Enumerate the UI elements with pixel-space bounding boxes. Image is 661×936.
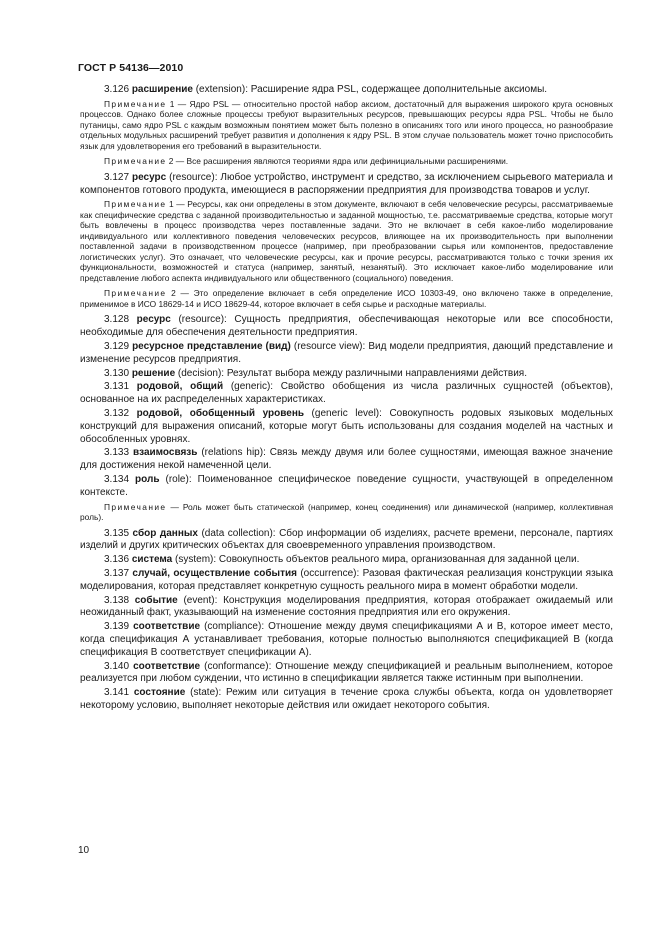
- note: [80, 199, 613, 283]
- note-label: Примечание: [104, 98, 167, 109]
- term-entry: [80, 447, 613, 473]
- term-entry: [80, 528, 613, 554]
- note-label: Примечание: [104, 199, 167, 210]
- entry-number: 3.132: [104, 407, 130, 419]
- entry-definition: (extension): Расширение ядра PSL, содержащее дополнительные аксиомы.: [192, 84, 548, 95]
- term-entry: [80, 408, 613, 446]
- entry-number: 3.140: [104, 660, 130, 672]
- page-number: 10: [78, 845, 90, 856]
- document-body: [80, 84, 613, 714]
- entry-definition: (event): Конструкция моделирования предприятия, которая отображает ожидаемый или неожиданный факт, указывающий на изменение состояния предприятия или его окружения.: [80, 594, 613, 619]
- entry-term: родовой, обобщенный уровень: [136, 407, 305, 419]
- entry-definition: (conformance): Отношение между спецификацией и реальным выполнением, которое реализуется при любом суждении, что истинно в спецификации является также истинным при выполнении.: [80, 660, 613, 685]
- entry-number: 3.128: [104, 314, 130, 326]
- note: [80, 288, 613, 309]
- entry-definition: (system): Совокупность объектов реального мира, организованная для заданной цели.: [172, 554, 580, 566]
- entry-number: 3.139: [104, 621, 130, 633]
- entry-term: ресурсное представление (вид): [132, 340, 291, 352]
- entry-number: 3.134: [104, 473, 130, 485]
- entry-term: ресурс: [136, 314, 171, 326]
- entry-number: 3.141: [104, 687, 130, 699]
- entry-definition: (resource): Сущность предприятия, обеспечивающая некоторые или все способности, необходимые для обеспечения деятельности предприятия.: [80, 314, 613, 339]
- entry-term: ресурс: [131, 171, 167, 183]
- entry-term: взаимосвязь: [132, 447, 198, 459]
- entry-term: родовой, общий: [136, 381, 224, 393]
- entry-term: роль: [135, 473, 160, 485]
- entry-number: 3.126: [104, 84, 130, 95]
- term-entry: [80, 84, 613, 97]
- term-entry: [80, 341, 613, 367]
- note-label: Примечание: [104, 288, 167, 299]
- note-text: — Роль может быть статической (например, конец соединения) или динамической (например, коллективная роль).: [80, 501, 613, 523]
- entry-definition: (occurrence): Разовая фактическая реализация конструкции языка моделирования, которая представляет конкретную сущность реального мира в момент обработки модели.: [80, 567, 614, 592]
- entry-term: событие: [134, 594, 178, 606]
- entry-number: 3.135: [104, 527, 130, 539]
- note: [80, 99, 613, 152]
- entry-term: соответствие: [133, 621, 201, 633]
- entry-definition: (decision): Результат выбора между различными направлениями действия.: [175, 367, 527, 379]
- entry-term: расширение: [131, 84, 193, 95]
- entry-number: 3.131: [104, 381, 130, 393]
- standard-header: ГОСТ Р 54136—2010: [78, 62, 184, 74]
- term-entry: [80, 314, 613, 340]
- entry-term: состояние: [133, 687, 186, 699]
- entry-number: 3.129: [104, 340, 130, 352]
- entry-number: 3.137: [104, 567, 130, 579]
- note: [80, 156, 613, 167]
- entry-term: соответствие: [133, 660, 201, 672]
- term-entry: [80, 568, 613, 594]
- note: [80, 502, 613, 523]
- entry-number: 3.138: [104, 594, 130, 606]
- note-text: 2 — Все расширения являются теориями ядра или дефинициальными расширениями.: [166, 156, 509, 167]
- term-entry: [80, 368, 613, 381]
- entry-number: 3.133: [104, 447, 130, 459]
- entry-term: сбор данных: [132, 527, 198, 539]
- entry-definition: (resource): Любое устройство, инструмент и средство, за исключением сырьевого материала и компонентов готового продукта, имеющиеся в распоряжении предприятия для производства товаров и услуг.: [80, 171, 613, 196]
- term-entry: [80, 554, 613, 567]
- entry-definition: (role): Поименованное специфическое поведение сущности, участвующей в определенном контексте.: [80, 473, 614, 498]
- entry-definition: (data collection): Сбор информации об изделиях, расчете времени, персонале, партиях изделий и других критических объектах для своевременного управления производством.: [80, 527, 613, 552]
- entry-definition: (compliance): Отношение между двумя спецификациями А и В, которое имеет место, когда спецификация А устанавливает требования, которые полностью выполняются спецификацией В (когда спецификация В соответствует спецификации А).: [80, 621, 613, 658]
- term-entry: [80, 381, 613, 407]
- entry-term: система: [131, 554, 173, 566]
- entry-definition: (resource view): Вид модели предприятия, дающий представление и изменение ресурсов предприятия.: [80, 340, 614, 365]
- entry-definition: (state): Режим или ситуация в течение срока службы объекта, когда он удовлетворяет некоторому условию, выполняет некоторые действия или ожидает некоторого события.: [80, 687, 613, 711]
- entry-number: 3.130: [104, 367, 130, 379]
- entry-definition: (relations hip): Связь между двумя или более сущностями, имеющая важное значение для достижения некой намеченной цели.: [80, 447, 613, 472]
- term-entry: [80, 474, 613, 500]
- term-entry: [80, 687, 613, 713]
- term-entry: [80, 595, 613, 621]
- note-text: 1 — Ядро PSL — относительно простой набор аксиом, достаточный для выражения широкого круга основных процессов. Однако более сложные процессы требуют выразительных ресурсов, превышающих ресурсы ядра PSL. Чтобы не было путаницы, само ядро PSL с каждым возможным понятием может быть полезно в описаниях того или иного процесса, но разнообразие отдельных модульных расширений требует развития и дополнения к ядру PSL. В этом случае пользователь может точно приспособить язык для удовлетворения его требований в выразительности.: [80, 98, 613, 151]
- entry-term: решение: [131, 367, 176, 379]
- note-label: Примечание: [104, 156, 167, 167]
- term-entry: [80, 172, 613, 198]
- entry-definition: (generic): Свойство обобщения из числа различных сущностей (объектов), основанное на их распределенных характеристиках.: [80, 381, 613, 406]
- entry-term: случай, осуществление события: [132, 567, 297, 579]
- entry-number: 3.127: [104, 171, 130, 183]
- note-text: 2 — Это определение включает в себя определение ИСО 10303-49, оно включено также в определение, применимое в ИСО 18629-14 и ИСО 18629-44, которое включает в себя сырье и расходные материалы.: [80, 288, 613, 309]
- note-text: 1 — Ресурсы, как они определены в этом документе, включают в себя человеческие ресурсы, рассматриваемые как специфические средства с заданной производительностью и заданной мощностью, т.е. рассматриваемые средства, которые могут быть вовлечены в процесс производства через поставленные задачи. Это не включает в себя какое-либо моделирование индивидуального или коллективного поведения человеческих ресурсов, влияющее на их производительность при выполнении поставленной задачи в производственном процессе (например, при преобразовании сырья или компонентов, предоставление логистических услуг). Это означает, что человеческие ресурсы, как и прочие ресурсы, рассматриваются только с точки зрения их функциональности, возможностей и статуса (например, занятый, незанятый). Это исключает какое-либо моделирование или представление любого аспекта индивидуального или общественного (социального) поведения.: [80, 199, 613, 283]
- note-label: Примечание: [104, 501, 167, 512]
- term-entry: [80, 621, 613, 659]
- entry-number: 3.136: [104, 554, 130, 566]
- term-entry: [80, 661, 613, 687]
- entry-definition: (generic level): Совокупность родовых языковых модельных конструкций для выражения описаний, которые могут быть использованы для создания моделей на частных и обособленных уровнях.: [80, 407, 613, 445]
